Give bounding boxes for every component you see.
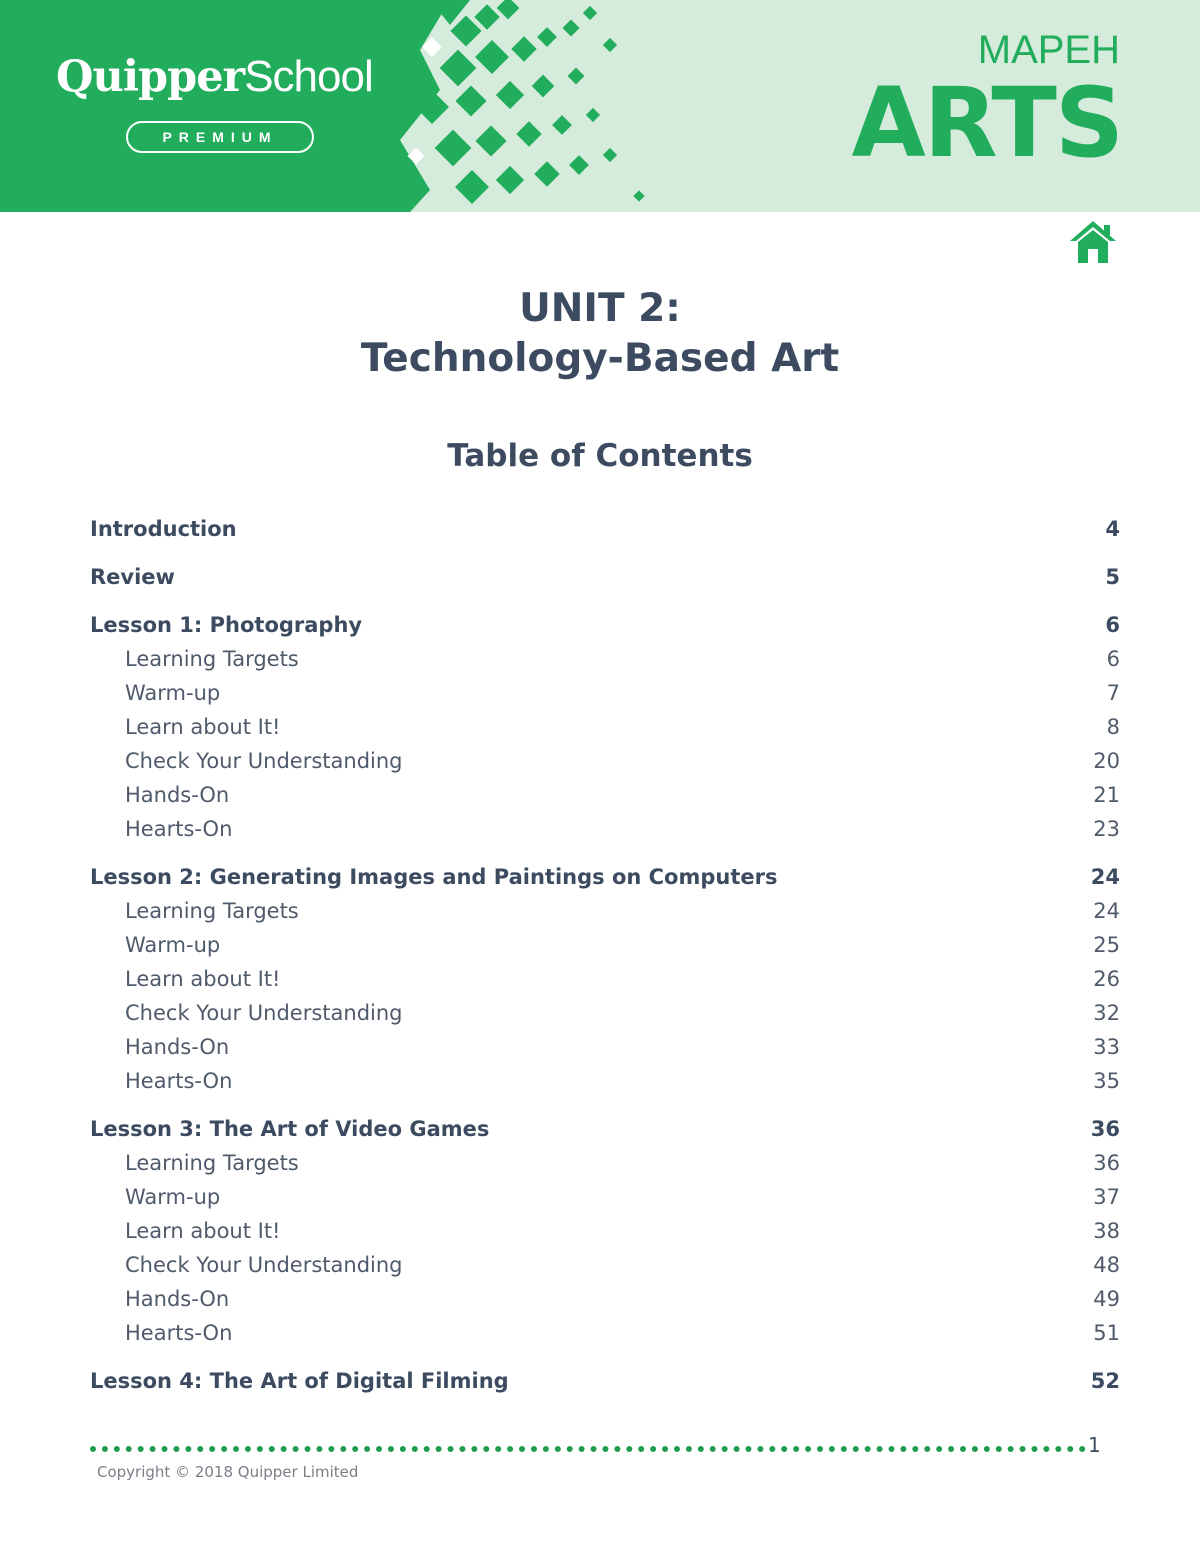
toc-entry-label: Learn about It! — [125, 1219, 281, 1243]
toc-entry-page: 36 — [1093, 1151, 1120, 1175]
toc-entry-page: 51 — [1093, 1321, 1120, 1345]
toc-subsection-entry[interactable] — [90, 710, 1120, 744]
toc-entry-label: Lesson 4: The Art of Digital Filming — [90, 1369, 509, 1393]
toc-section-entry[interactable] — [90, 560, 1120, 594]
toc-entry-label: Hearts-On — [125, 817, 233, 841]
toc-entry-page: 26 — [1093, 967, 1120, 991]
logo-suffix-text: School — [244, 52, 373, 101]
toc-entry-page: 33 — [1093, 1035, 1120, 1059]
copyright-notice: Copyright © 2018 Quipper Limited — [97, 1463, 359, 1481]
home-icon[interactable] — [1068, 219, 1118, 265]
toc-entry-label: Review — [90, 565, 175, 589]
toc-entry-label: Check Your Understanding — [125, 1001, 403, 1025]
toc-entry-label: Learning Targets — [125, 899, 299, 923]
toc-entry-label: Check Your Understanding — [125, 749, 403, 773]
toc-entry-label: Learning Targets — [125, 1151, 299, 1175]
toc-subsection-entry[interactable] — [90, 1064, 1120, 1098]
toc-entry-label: Hearts-On — [125, 1069, 233, 1093]
toc-entry-page: 21 — [1093, 783, 1120, 807]
toc-subsection-entry[interactable] — [90, 928, 1120, 962]
toc-subsection-entry[interactable] — [90, 1180, 1120, 1214]
toc-subsection-entry[interactable] — [90, 1214, 1120, 1248]
toc-subsection-entry[interactable] — [90, 1316, 1120, 1350]
toc-subsection-entry[interactable] — [90, 778, 1120, 812]
toc-section-entry[interactable] — [90, 512, 1120, 546]
toc-entry-page: 38 — [1093, 1219, 1120, 1243]
toc-entry-page: 32 — [1093, 1001, 1120, 1025]
toc-section-entry[interactable] — [90, 608, 1120, 642]
toc-entry-label: Introduction — [90, 517, 237, 541]
toc-subsection-entry[interactable] — [90, 1282, 1120, 1316]
toc-entry-label: Learn about It! — [125, 967, 281, 991]
toc-entry-page: 49 — [1093, 1287, 1120, 1311]
toc-subsection-entry[interactable] — [90, 1248, 1120, 1282]
table-of-contents — [90, 512, 1120, 1398]
quipper-school-logo — [56, 52, 373, 102]
toc-entry-label: Lesson 2: Generating Images and Paintings on Computers — [90, 865, 778, 889]
toc-entry-label: Learn about It! — [125, 715, 281, 739]
toc-entry-page: 52 — [1090, 1369, 1120, 1393]
toc-subsection-entry[interactable] — [90, 744, 1120, 778]
banner-green-panel — [0, 0, 400, 212]
toc-entry-label: Lesson 3: The Art of Video Games — [90, 1117, 490, 1141]
toc-entry-label: Hands-On — [125, 783, 230, 807]
unit-name: Technology-Based Art — [360, 336, 840, 381]
toc-entry-label: Learning Targets — [125, 647, 299, 671]
header-banner — [0, 0, 1200, 212]
toc-entry-page: 4 — [1105, 517, 1120, 541]
toc-subsection-entry[interactable] — [90, 676, 1120, 710]
footer-dotted-rule — [90, 1446, 1086, 1452]
toc-subsection-entry[interactable] — [90, 996, 1120, 1030]
toc-entry-label: Hearts-On — [125, 1321, 233, 1345]
subject-category: MAPEH — [977, 28, 1120, 72]
page-number: 1 — [1088, 1433, 1101, 1457]
toc-entry-label: Lesson 1: Photography — [90, 613, 363, 637]
toc-entry-page: 20 — [1093, 749, 1120, 773]
toc-entry-page: 48 — [1093, 1253, 1120, 1277]
toc-subsection-entry[interactable] — [90, 1030, 1120, 1064]
toc-entry-label: Check Your Understanding — [125, 1253, 403, 1277]
toc-subsection-entry[interactable] — [90, 642, 1120, 676]
toc-section-entry[interactable] — [90, 1112, 1120, 1146]
toc-entry-page: 8 — [1106, 715, 1120, 739]
premium-badge: PREMIUM — [126, 121, 314, 153]
toc-entry-label: Warm-up — [125, 933, 221, 957]
toc-subsection-entry[interactable] — [90, 1146, 1120, 1180]
toc-section-entry[interactable] — [90, 1364, 1120, 1398]
toc-entry-label: Warm-up — [125, 1185, 221, 1209]
toc-entry-page: 37 — [1093, 1185, 1120, 1209]
toc-entry-page: 25 — [1093, 933, 1120, 957]
toc-entry-page: 5 — [1105, 565, 1120, 589]
toc-subsection-entry[interactable] — [90, 894, 1120, 928]
toc-subsection-entry[interactable] — [90, 812, 1120, 846]
toc-entry-page: 6 — [1105, 613, 1120, 637]
toc-entry-label: Warm-up — [125, 681, 221, 705]
toc-entry-page: 7 — [1106, 681, 1120, 705]
toc-entry-page: 24 — [1090, 865, 1120, 889]
unit-number: UNIT 2: — [519, 286, 681, 331]
toc-heading: Table of Contents — [447, 438, 753, 474]
toc-subsection-entry[interactable] — [90, 962, 1120, 996]
toc-entry-page: 36 — [1090, 1117, 1120, 1141]
toc-section-entry[interactable] — [90, 860, 1120, 894]
toc-entry-page: 23 — [1093, 817, 1120, 841]
toc-entry-label: Hands-On — [125, 1035, 230, 1059]
subject-title: ARTS — [851, 67, 1122, 179]
toc-entry-page: 6 — [1106, 647, 1120, 671]
logo-brand-text: Quipper — [56, 52, 245, 102]
toc-entry-label: Hands-On — [125, 1287, 230, 1311]
toc-entry-page: 24 — [1093, 899, 1120, 923]
diamond-pattern — [360, 0, 660, 212]
toc-entry-page: 35 — [1093, 1069, 1120, 1093]
